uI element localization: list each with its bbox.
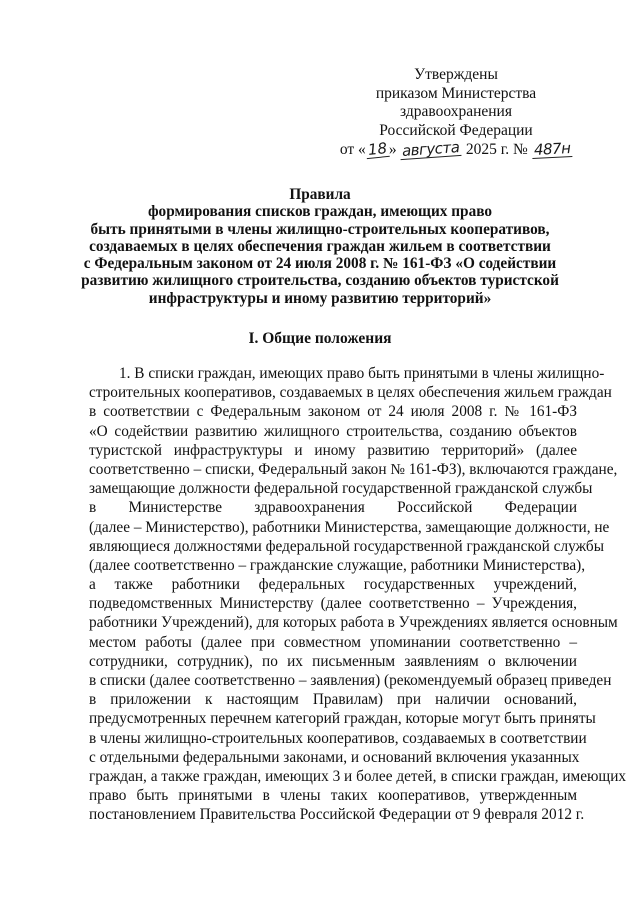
paragraph-line: в Министерстве здравоохранения Российской Федерации <box>89 499 577 517</box>
paragraph-line: 1. В списки граждан, имеющих право быть принятыми в члены жилищно- <box>119 365 605 382</box>
order-mid: » <box>388 141 397 158</box>
paragraph-line: предусмотренных перечнем категорий граждан, которые могут быть приняты <box>89 710 596 728</box>
title-line-3: быть принятыми в члены жилищно-строительных кооперативов, <box>90 220 550 238</box>
order-day-handwritten: 18 <box>366 139 388 159</box>
paragraph-line: а также работники федеральных государственных учреждений, <box>89 576 577 594</box>
order-line <box>336 138 576 160</box>
title-line-4: создаваемых в целях обеспечения граждан жильем в соответствии <box>89 237 551 255</box>
order-year: 2025 г. № <box>465 141 528 158</box>
document-title <box>60 186 580 307</box>
approval-line-4: Российской Федерации <box>379 121 533 139</box>
paragraph-1 <box>89 364 627 825</box>
paragraph-line: право быть принятыми в члены таких кооперативов, утвержденным <box>89 787 577 805</box>
paragraph-line: граждан, а также граждан, имеющих 3 и более детей, в списки граждан, имеющих <box>89 767 627 785</box>
title-line-5: с Федеральным законом от 24 июля 2008 г. № 161-ФЗ «О содействии <box>83 255 557 273</box>
approval-line-1: Утверждены <box>414 66 498 83</box>
paragraph-line: в списки (далее соответственно – заявления) (рекомендуемый образец приведен <box>89 672 612 689</box>
approval-line-2: приказом Министерства <box>375 84 537 102</box>
order-number-handwritten: 487н <box>533 139 571 159</box>
title-line-7: инфраструктуры и иному развитию территорий» <box>148 289 492 307</box>
paragraph-line: постановлением Правительства Российской Федерации от 9 февраля 2012 г. <box>89 806 585 824</box>
paragraph-line: в члены жилищно-строительных кооперативов, создаваемых в соответствии <box>89 729 587 747</box>
paragraph-line: с отдельными федеральными законами, и оснований включения указанных <box>89 748 580 766</box>
paragraph-line: (далее соответственно – гражданские служащие, работники Министерства), <box>89 556 586 574</box>
order-month-handwritten: августа <box>401 138 461 160</box>
approval-line-3: здравоохранения <box>400 103 512 120</box>
paragraph-line: сотрудники, сотрудник), по их письменным заявлениям о включении <box>89 652 577 670</box>
paragraph-line: строительных кооперативов, создаваемых в целях обеспечения жильем граждан <box>89 384 612 402</box>
paragraph-line: являющиеся должностями федеральной государственной гражданской службы <box>89 537 604 555</box>
paragraph-line: подведомственных Министерству (далее соответственно – Учреждения, <box>89 595 577 613</box>
paragraph-line: местом работы (далее при совместном упоминании соответственно – <box>89 633 577 651</box>
paragraph-line: туристской инфраструктуры и иному развитию территорий» (далее <box>89 441 577 459</box>
title-line-2: формирования списков граждан, имеющих право <box>147 203 493 221</box>
order-prefix: от « <box>339 141 366 158</box>
approval-stamp <box>336 66 576 160</box>
paragraph-line: в приложении к настоящим Правилам) при наличии оснований, <box>89 691 577 709</box>
paragraph-line: (далее – Министерство), работники Министерства, замещающие должности, не <box>89 518 610 536</box>
title-line-6: развитию жилищного строительства, созданию объектов туристской <box>81 272 559 290</box>
paragraph-line: работники Учреждений), для которых работа в Учреждениях является основным <box>89 614 618 632</box>
section-heading: I. Общие положения <box>248 330 392 347</box>
paragraph-line: замещающие должности федеральной государственной гражданской службы <box>89 480 593 498</box>
title-line-1: Правила <box>289 186 351 203</box>
paragraph-line: «О содействии развитию жилищного строительства, созданию объектов <box>89 422 577 440</box>
paragraph-line: соответственно – списки, Федеральный закон № 161-ФЗ), включаются граждане, <box>89 460 618 478</box>
paragraph-line: в соответствии с Федеральным законом от 24 июля 2008 г. № 161-ФЗ <box>89 403 577 421</box>
